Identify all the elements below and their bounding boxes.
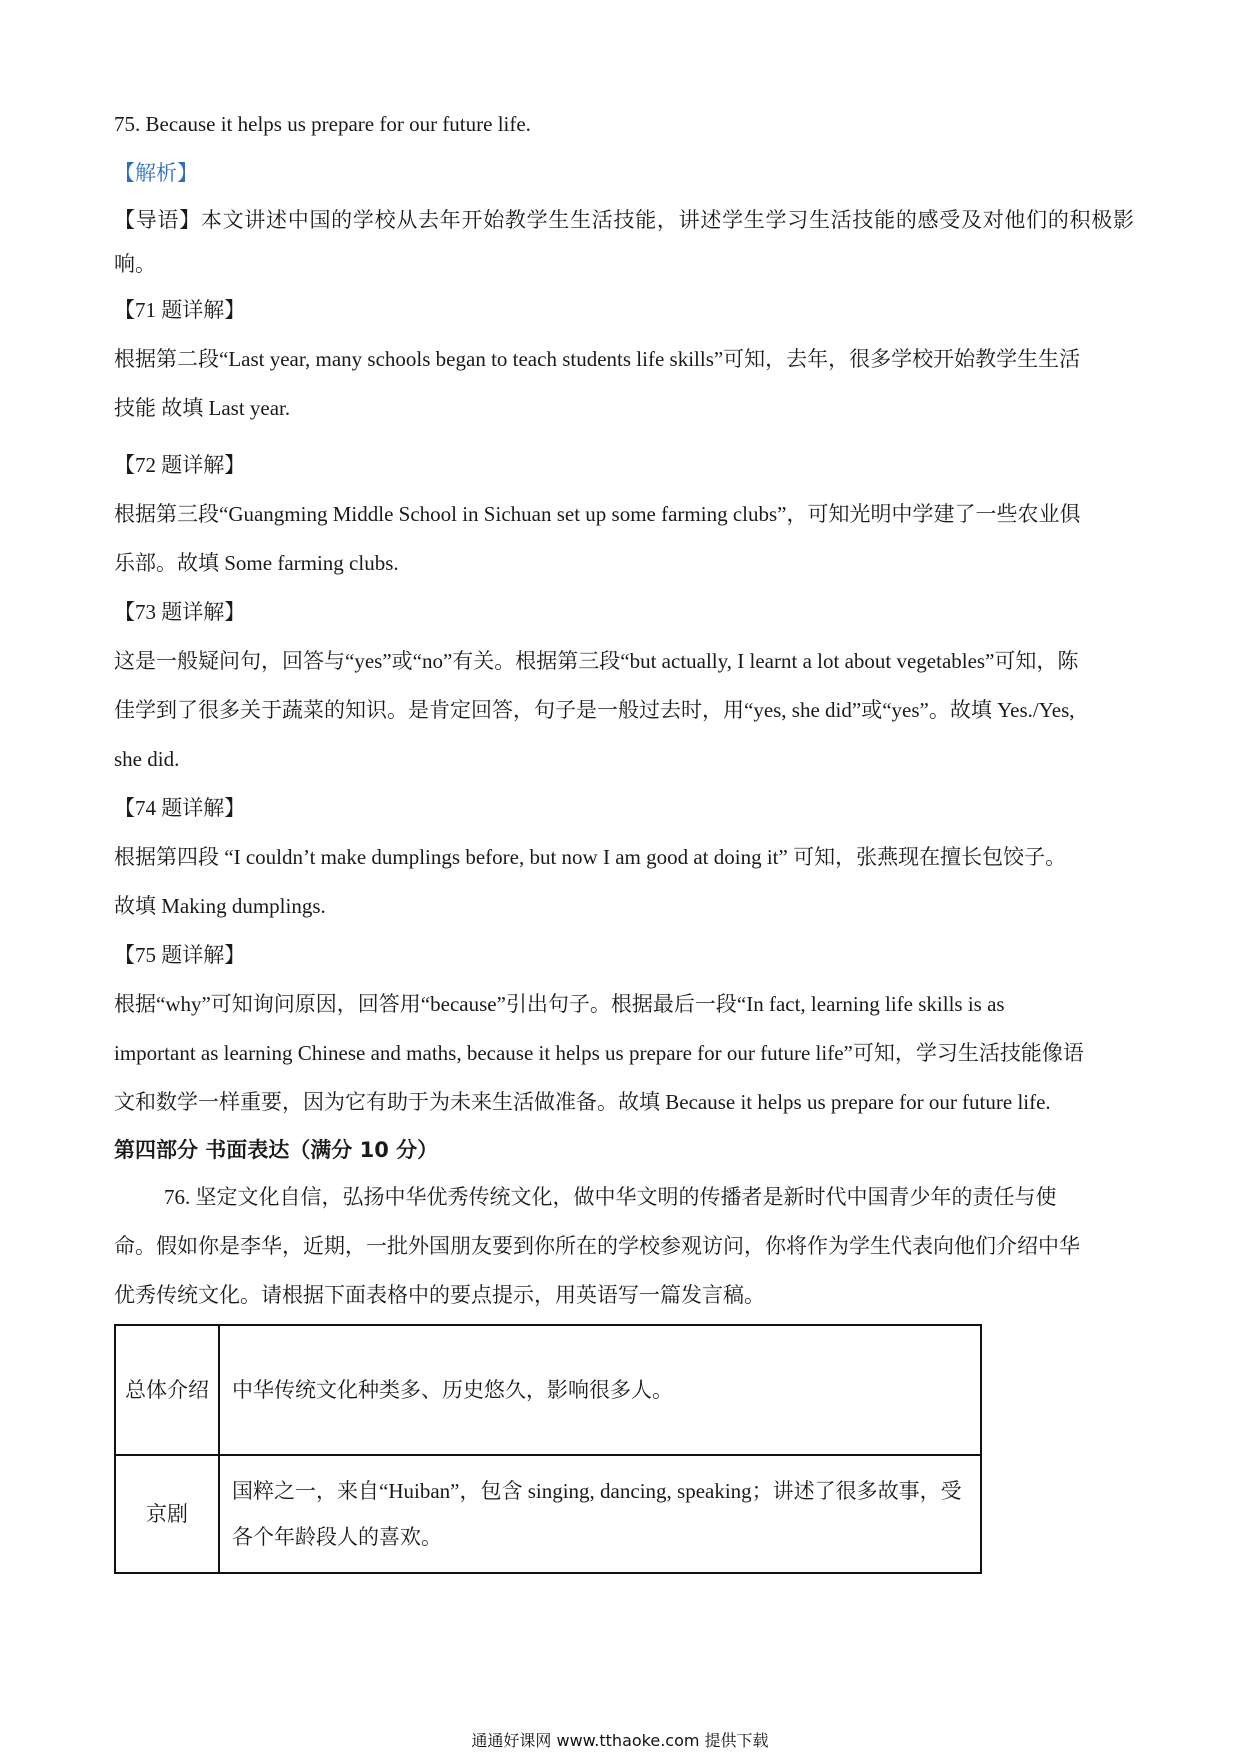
q75-line: 根据“why”可知询问原因，回答用“because”引出句子。根据最后一段“In fact, learning life skills is as — [114, 992, 1005, 1016]
q73-line: she did. — [114, 747, 180, 771]
q73-line: 这是一般疑问句，回答与“yes”或“no”有关。根据第三段“but actually, I learnt a lot about vegetables”可知，陈 — [114, 649, 1079, 673]
q72-heading: 【72 题详解】 — [114, 453, 246, 477]
spacer — [114, 433, 1134, 441]
row-content-cell: 国粹之一，来自“Huiban”，包含 singing, dancing, speaking；讲述了很多故事，受各个年龄段人的喜欢。 — [219, 1455, 981, 1573]
q73-heading: 【73 题详解】 — [114, 600, 246, 624]
q74-line: 故填 Making dumplings. — [114, 894, 326, 918]
document-page — [114, 100, 1134, 1574]
q72-line: 根据第三段“Guangming Middle School in Sichuan set up some farming clubs”，可知光明中学建了一些农业俱 — [114, 502, 1081, 526]
q73-line: 佳学到了很多关于蔬菜的知识。是肯定回答，句子是一般过去时，用“yes, she did”或“yes”。故填 Yes./Yes, — [114, 698, 1075, 722]
answer-75: 75. Because it helps us prepare for our future life. — [114, 112, 531, 136]
row-header-cell: 京剧 — [115, 1455, 219, 1573]
outline-table — [114, 1324, 982, 1574]
q71-heading: 【71 题详解】 — [114, 298, 246, 322]
q76-line: 76. 坚定文化自信，弘扬中华优秀传统文化，做中华文明的传播者是新时代中国青少年的责任与使 — [164, 1185, 1057, 1209]
page-footer: 通通好课网 www.tthaoke.com 提供下载 — [471, 1731, 769, 1750]
q75-line: important as learning Chinese and maths, because it helps us prepare for our future life”可知，学习生活技能像语 — [114, 1041, 1084, 1065]
q74-heading: 【74 题详解】 — [114, 796, 246, 820]
q74-line: 根据第四段 “I couldn’t make dumplings before, but now I am good at doing it” 可知，张燕现在擅长包饺子。 — [114, 845, 1067, 869]
q76-line: 优秀传统文化。请根据下面表格中的要点提示，用英语写一篇发言稿。 — [114, 1283, 765, 1307]
row-header-cell: 总体介绍 — [115, 1325, 219, 1455]
intro-paragraph: 【导语】本文讲述中国的学校从去年开始教学生生活技能，讲述学生学习生活技能的感受及对他们的积极影响。 — [114, 208, 1134, 276]
q76-line: 命。假如你是李华，近期，一批外国朋友要到你所在的学校参观访问，你将作为学生代表向他们介绍中华 — [114, 1234, 1080, 1258]
section-title: 第四部分 书面表达（满分 10 分） — [114, 1138, 439, 1162]
row-content-cell: 中华传统文化种类多、历史悠久，影响很多人。 — [219, 1325, 981, 1455]
q75-heading: 【75 题详解】 — [114, 943, 246, 967]
q71-line: 根据第二段“Last year, many schools began to teach students life skills”可知，去年，很多学校开始教学生生活 — [114, 347, 1081, 371]
table-row — [115, 1455, 981, 1573]
q72-line: 乐部。故填 Some farming clubs. — [114, 551, 399, 575]
q71-line: 技能 故填 Last year. — [114, 396, 291, 420]
table-row — [115, 1325, 981, 1455]
analysis-label: 【解析】 — [114, 161, 198, 185]
q75-line: 文和数学一样重要，因为它有助于为未来生活做准备。故填 Because it helps us prepare for our future life. — [114, 1090, 1051, 1114]
